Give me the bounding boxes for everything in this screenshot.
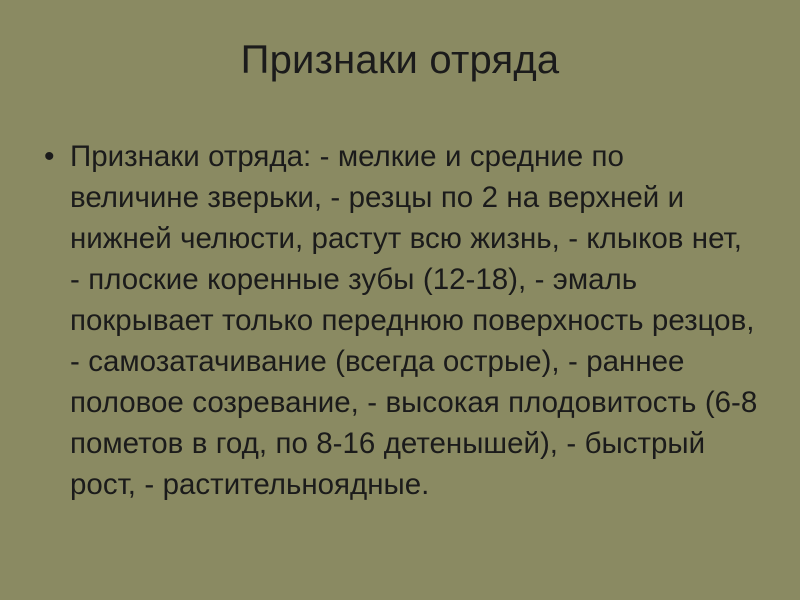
page-title: Признаки отряда (240, 38, 560, 82)
list-item (44, 136, 760, 505)
bullet-icon: • (44, 140, 55, 173)
list-item-text: Признаки отряда: - мелкие и средние по величине зверьки, - резцы по 2 на верхней и нижней челюсти, растут всю жизнь, - клыков нет, - плоские коренные зубы (12-18), - эмаль покрывает только переднюю поверхность резцов, - самозатачивание (всегда острые), - раннее половое созревание, - высокая плодовитость (6-8 пометов в год, по 8-16 детенышей), - быстрый рост, - растительноядные. (70, 140, 758, 501)
slide-body (44, 136, 760, 505)
